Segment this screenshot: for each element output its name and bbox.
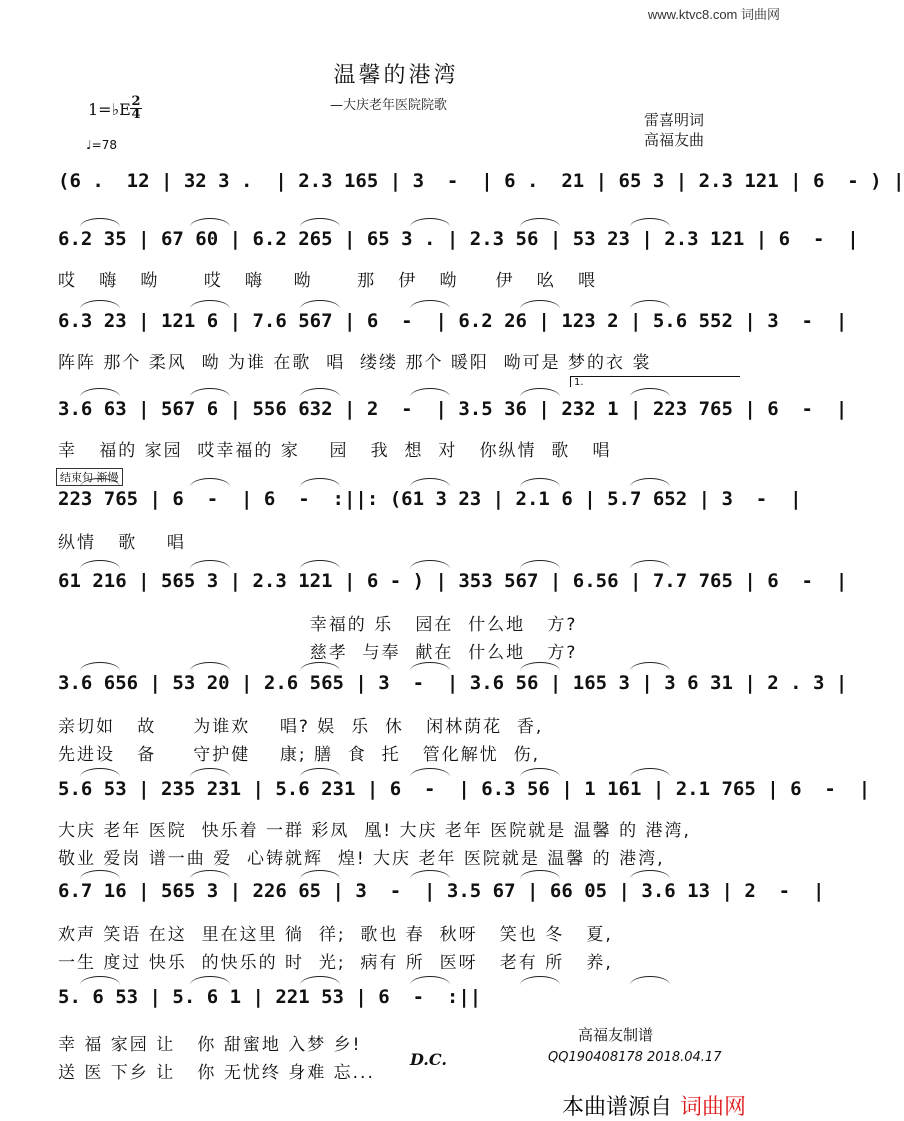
slur-arc	[300, 560, 340, 569]
slur-arc	[190, 560, 230, 569]
notation-line: 3.6 63 | 567 6 | 556 632 | 2 - | 3.5 36 | 232 1 | 223 765 | 6 - |	[58, 398, 848, 420]
contact-date: QQ190408178 2018.04.17	[548, 1050, 722, 1065]
slur-arc	[80, 300, 120, 309]
slur-arc	[190, 218, 230, 227]
slur-arc	[520, 478, 560, 487]
lyric-line: 幸 福的 家园 哎幸福的 家 园 我 想 对 你纵情 歌 唱	[58, 441, 612, 461]
slur-arc	[300, 870, 340, 879]
slur-arc	[630, 300, 670, 309]
slur-arc	[630, 218, 670, 227]
notation-line: 6.3 23 | 121 6 | 7.6 567 | 6 - | 6.2 26 | 123 2 | 5.6 552 | 3 - |	[58, 310, 848, 332]
slur-arc	[80, 768, 120, 777]
notation-line: 6.2 35 | 67 60 | 6.2 265 | 65 3 . | 2.3 56 | 53 23 | 2.3 121 | 6 - |	[58, 228, 859, 250]
notation-line: 6.7 16 | 565 3 | 226 65 | 3 - | 3.5 67 | 66 05 | 3.6 13 | 2 - |	[58, 880, 825, 902]
volta-bracket: 1.	[570, 376, 740, 387]
lyricist: 雷喜明词	[644, 111, 705, 129]
slur-arc	[520, 560, 560, 569]
slur-arc	[410, 662, 450, 671]
slur-arc	[520, 218, 560, 227]
slur-arc	[630, 478, 670, 487]
slur-arc	[410, 478, 450, 487]
slur-arc	[190, 478, 230, 487]
lyric-line: 慈孝 与奉 献在 什么地 方?	[58, 643, 578, 663]
slur-arc	[190, 870, 230, 879]
slur-arc	[80, 218, 120, 227]
slur-arc	[300, 976, 340, 985]
slur-arc	[410, 560, 450, 569]
slur-arc	[300, 768, 340, 777]
lyric-line: 亲切如 故 为谁欢 唱? 娱 乐 休 闲林荫花 香,	[58, 717, 544, 737]
slur-arc	[410, 870, 450, 879]
source-left: 本曲谱源自	[562, 1095, 673, 1120]
composer: 高福友曲	[644, 131, 705, 149]
lyric-line: 哎 嗨 呦 哎 嗨 呦 那 伊 呦 伊 吆 喂	[58, 271, 597, 291]
slur-arc	[410, 218, 450, 227]
lyric-line: 欢声 笑语 在这 里在这里 徜 徉; 歌也 春 秋呀 笑也 冬 夏,	[58, 925, 613, 945]
slur-arc	[630, 870, 670, 879]
time-signature	[130, 96, 142, 121]
slur-arc	[300, 300, 340, 309]
slur-arc	[410, 976, 450, 985]
slur-arc	[520, 388, 560, 397]
slur-arc	[300, 662, 340, 671]
slur-arc	[520, 768, 560, 777]
slur-arc	[190, 300, 230, 309]
lyric-line: 先进设 备 守护健 康; 膳 食 托 管化解忧 伤,	[58, 745, 541, 765]
slur-arc	[630, 662, 670, 671]
slur-arc	[520, 662, 560, 671]
slur-arc	[630, 560, 670, 569]
lyric-line: 幸福的 乐 园在 什么地 方?	[58, 615, 578, 635]
slur-arc	[520, 976, 560, 985]
notation-line: 5. 6 53 | 5. 6 1 | 221 53 | 6 - :||	[58, 986, 482, 1008]
lyric-line: 大庆 老年 医院 快乐着 一群 彩凤 凰! 大庆 老年 医院就是 温馨 的 港湾,	[58, 821, 691, 841]
slur-arc	[80, 388, 120, 397]
slur-arc	[410, 388, 450, 397]
slur-arc	[300, 388, 340, 397]
notation-line: 5.6 53 | 235 231 | 5.6 231 | 6 - | 6.3 56 | 1 161 | 2.1 765 | 6 - |	[58, 778, 871, 800]
slur-arc	[190, 662, 230, 671]
time-signature-top: 2	[131, 94, 141, 109]
slur-arc	[630, 388, 670, 397]
slur-arc	[80, 560, 120, 569]
lyric-line: 幸 福 家园 让 你 甜蜜地 入梦 乡!	[58, 1035, 362, 1055]
time-signature-bottom: 4	[131, 107, 141, 122]
lyric-line: 阵阵 那个 柔风 呦 为谁 在歌 唱 缕缕 那个 暖阳 呦可是 梦的衣 裳	[58, 353, 652, 373]
key-signature: 1=♭E	[88, 100, 131, 119]
song-title: 温馨的港湾	[333, 63, 459, 88]
source-right: 词曲网	[680, 1095, 747, 1120]
lyric-line: 纵情 歌 唱	[58, 533, 186, 553]
slur-arc	[630, 768, 670, 777]
slur-arc	[190, 388, 230, 397]
notation-line: 3.6 656 | 53 20 | 2.6 565 | 3 - | 3.6 56 | 165 3 | 3 6 31 | 2 . 3 |	[58, 672, 848, 694]
slur-arc	[80, 662, 120, 671]
slur-arc	[410, 300, 450, 309]
notation-line: (6 . 12 | 32 3 . | 2.3 165 | 3 - | 6 . 21 | 65 3 | 2.3 121 | 6 - ) |	[58, 170, 904, 192]
slur-arc	[520, 300, 560, 309]
tempo-marking: ♩=78	[86, 138, 117, 152]
lyric-line: 送 医 下乡 让 你 无忧终 身难 忘...	[58, 1063, 375, 1083]
song-subtitle: —大庆老年医院院歌	[330, 98, 448, 113]
slur-arc	[80, 976, 120, 985]
slur-arc	[300, 218, 340, 227]
credits	[644, 110, 704, 150]
slur-arc	[300, 478, 340, 487]
lyric-line: 一生 度过 快乐 的快乐的 时 光; 病有 所 医呀 老有 所 养,	[58, 953, 613, 973]
site-watermark: www.ktvc8.com 词曲网	[647, 7, 780, 22]
slur-arc	[190, 768, 230, 777]
slur-arc	[190, 976, 230, 985]
copyist: 高福友制谱	[578, 1026, 654, 1044]
lyric-line: 敬业 爱岗 谱一曲 爱 心铸就辉 煌! 大庆 老年 医院就是 温馨 的 港湾,	[58, 849, 665, 869]
slur-arc	[410, 768, 450, 777]
slur-arc	[630, 976, 670, 985]
dc-mark: D.C.	[410, 1050, 447, 1069]
slur-arc	[520, 870, 560, 879]
notation-line: 223 765 | 6 - | 6 - :||: (61 3 23 | 2.1 6 | 5.7 652 | 3 - |	[58, 488, 802, 510]
notation-line: 61 216 | 565 3 | 2.3 121 | 6 - ) | 353 567 | 6.56 | 7.7 765 | 6 - |	[58, 570, 848, 592]
ending-mark: 结束句 渐慢	[56, 468, 123, 486]
source-banner	[562, 1090, 746, 1121]
slur-arc	[80, 870, 120, 879]
